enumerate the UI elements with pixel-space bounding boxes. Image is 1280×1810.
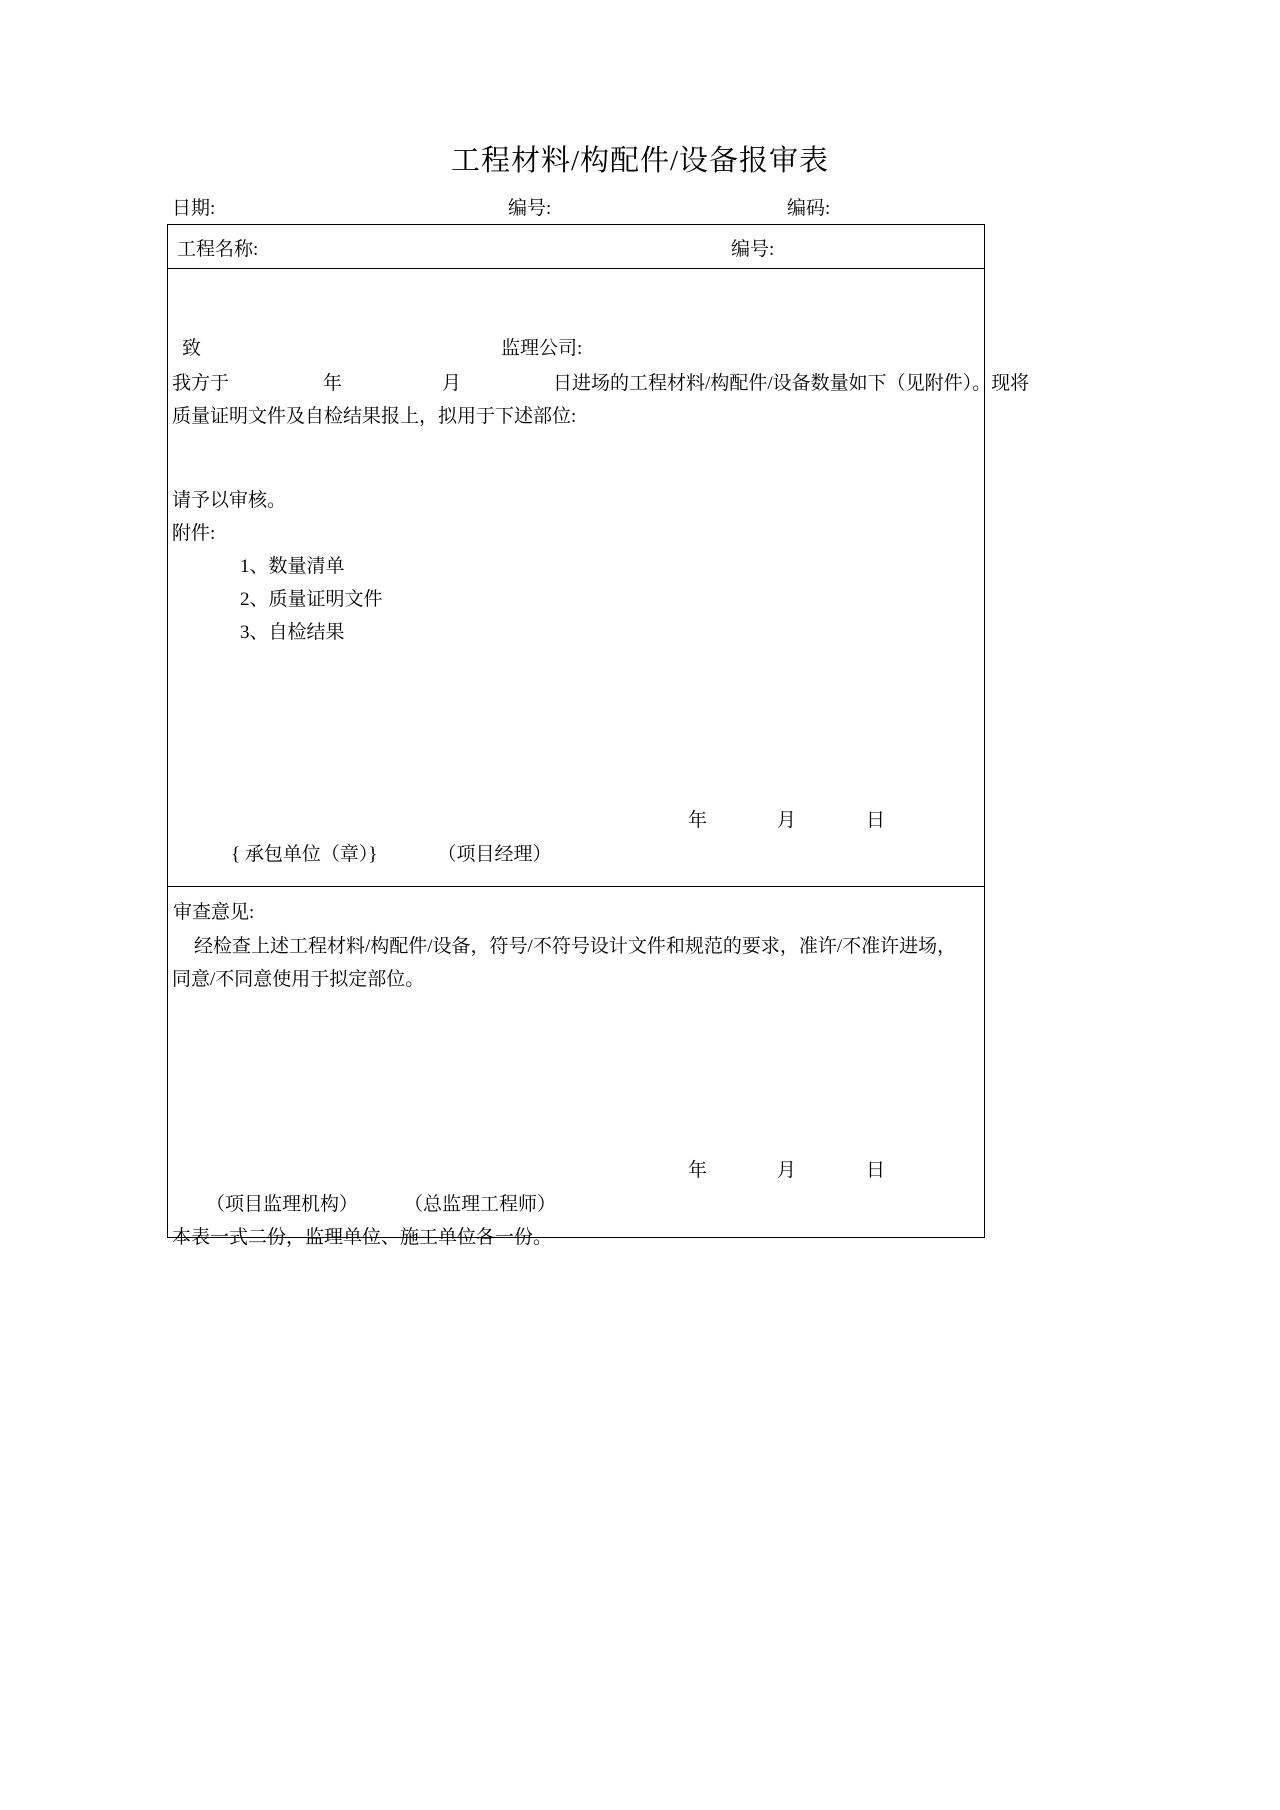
addressee-prefix: 致 (182, 338, 202, 359)
attachments-label: 附件: (172, 523, 216, 544)
chief-supervision-engineer-label: （总监理工程师） (404, 1194, 557, 1215)
date-label: 日期: (172, 198, 216, 219)
code-label: 编码: (787, 198, 831, 219)
list-item: 3、自检结果 (240, 622, 345, 643)
page-title: 工程材料/构配件/设备报审表 (450, 145, 830, 177)
review-line-1: 经检查上述工程材料/构配件/设备，符号/不符号设计文件和规范的要求，准许/不准许进场， (194, 936, 957, 957)
supervisor-year-unit: 年 (688, 1160, 708, 1181)
declaration-line1-suffix: 日进场的工程材料/构配件/设备数量如下（见附件）。现将 (553, 373, 1030, 394)
contractor-day-unit: 日 (866, 810, 886, 831)
supervisor-signature-line (206, 1189, 556, 1216)
project-manager-label: （项目经理） (437, 844, 552, 865)
review-line-2: 同意/不同意使用于拟定部位。 (172, 969, 425, 990)
month-unit: 月 (442, 373, 462, 394)
declaration-section (168, 269, 1030, 887)
contractor-signature-line (231, 839, 552, 866)
declaration-line-1 (172, 367, 1030, 400)
review-body (172, 930, 984, 996)
review-opinion-label: 审查意见: (173, 902, 255, 923)
attachments-list (240, 550, 383, 649)
contractor-year-unit: 年 (688, 810, 708, 831)
list-item: 2、质量证明文件 (240, 589, 383, 610)
review-section (168, 887, 984, 1237)
review-request-text: 请予以审核。 (172, 490, 287, 511)
list-item: 1、数量清单 (240, 556, 345, 577)
project-number-label: 编号: (731, 239, 775, 260)
supervision-company-label: 监理公司: (501, 338, 583, 359)
form-table (167, 224, 1030, 1238)
number-label: 编号: (508, 198, 552, 219)
year-unit: 年 (323, 373, 343, 394)
declaration-body (172, 367, 1030, 433)
declaration-line1-prefix: 我方于 (172, 373, 230, 394)
supervisor-month-unit: 月 (777, 1160, 797, 1181)
contractor-unit-seal-label: { 承包单位（章）} (231, 844, 378, 865)
supervisor-day-unit: 日 (866, 1160, 886, 1181)
contractor-month-unit: 月 (777, 810, 797, 831)
contractor-date-line (688, 805, 885, 832)
addressee-line (182, 333, 582, 360)
top-meta-row (172, 193, 1002, 219)
declaration-line-2: 质量证明文件及自检结果报上，拟用于下述部位: (172, 406, 577, 427)
project-info-row (168, 225, 984, 269)
project-name-label: 工程名称: (177, 239, 259, 260)
footer-note: 本表一式二份，监理单位、施工单位各一份。 (172, 1227, 553, 1248)
supervision-organization-label: （项目监理机构） (206, 1194, 359, 1215)
supervisor-date-line (688, 1155, 885, 1182)
